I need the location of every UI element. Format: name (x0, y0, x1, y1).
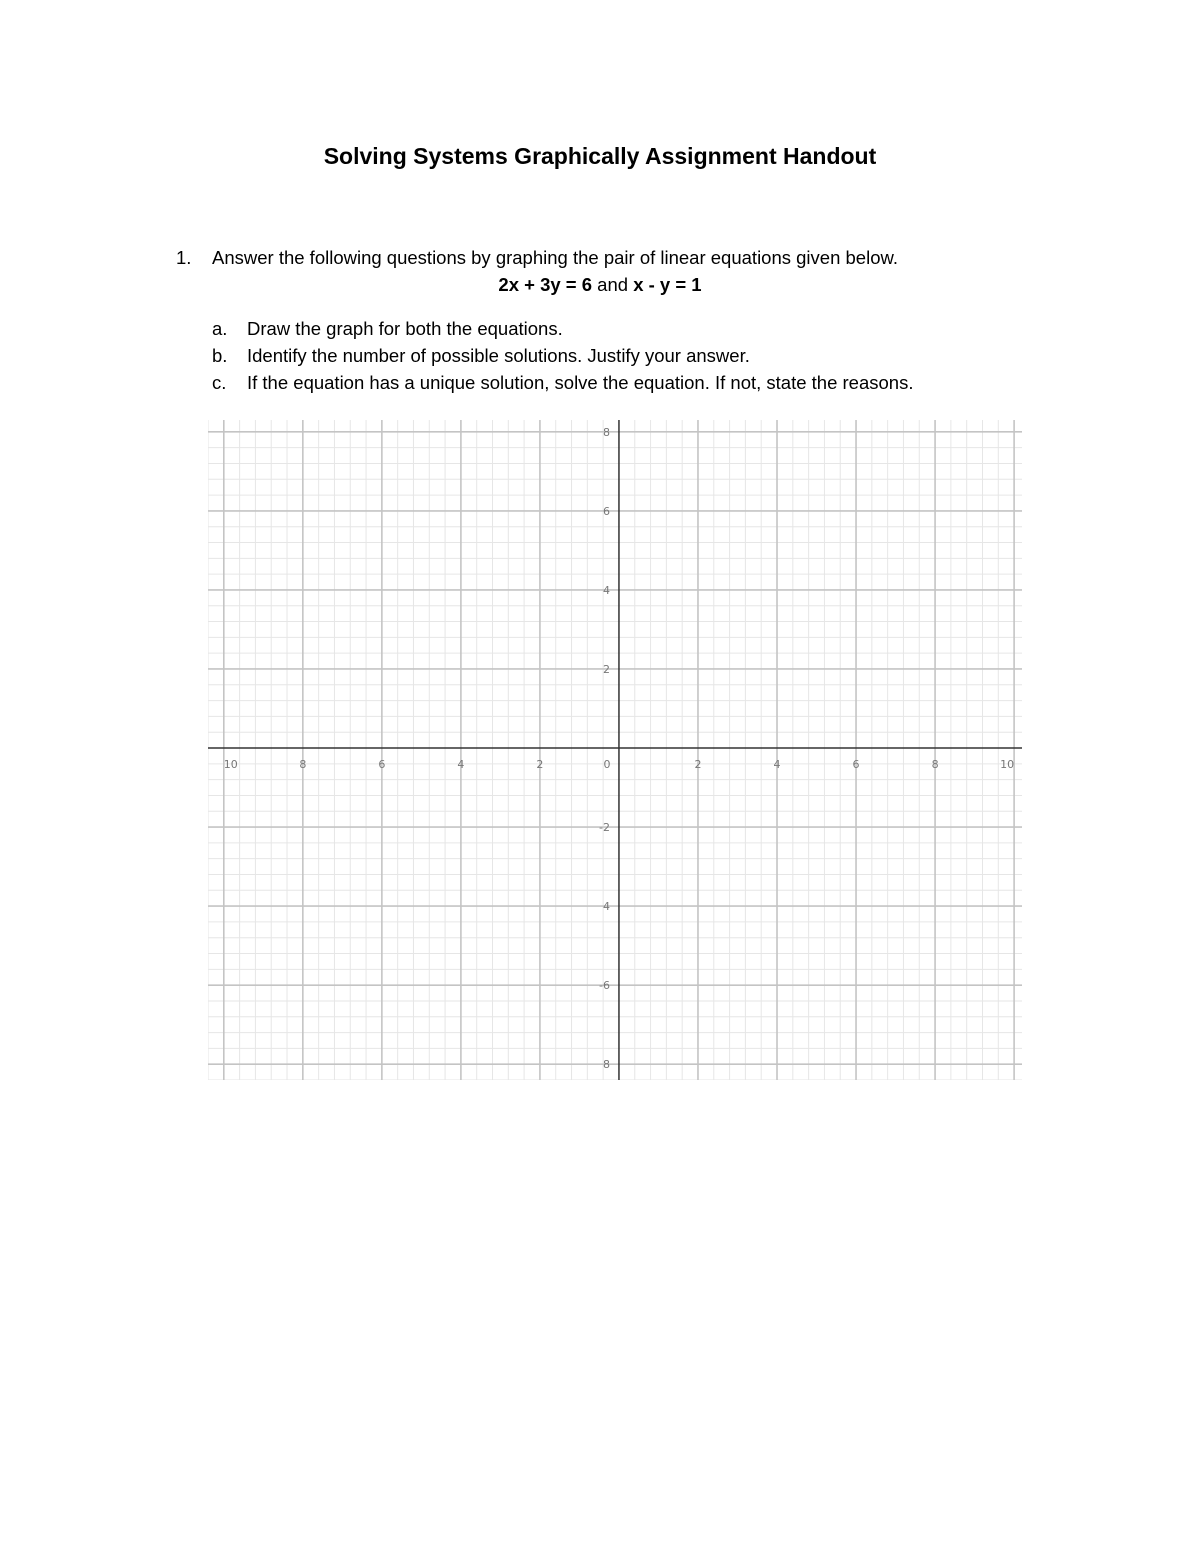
x-tick-label: 2 (536, 758, 544, 772)
question-number: 1. (176, 247, 192, 268)
y-tick-label: -6 (598, 979, 610, 993)
major-gridlines (208, 420, 1022, 1080)
sub-question-letter: a. (212, 318, 228, 339)
y-tick-label: 8 (602, 1058, 610, 1072)
question-prompt (176, 247, 898, 269)
x-tick-label: 4 (457, 758, 465, 772)
y-tick-label: 4 (602, 900, 610, 914)
equation-line (0, 274, 1200, 296)
sub-question-letter: c. (212, 372, 227, 393)
sub-question-letter: b. (212, 345, 228, 366)
x-tick-label: 8 (299, 758, 307, 772)
equation-2: x - y = 1 (633, 274, 702, 295)
y-tick-label: 8 (602, 425, 610, 439)
coordinate-grid (208, 420, 1022, 1080)
x-tick-label: 0 (603, 758, 611, 772)
y-tick-label: 4 (602, 583, 610, 597)
y-tick-label: 2 (602, 662, 610, 676)
equation-1: 2x + 3y = 6 (498, 274, 593, 295)
x-tick-label: 4 (773, 758, 781, 772)
sub-question-b (212, 344, 913, 371)
sub-question-text: Identify the number of possible solutions. Justify your answer. (247, 345, 750, 366)
x-tick-label: 10 (223, 758, 238, 772)
sub-question-c (212, 371, 913, 398)
axes (208, 420, 1022, 1080)
x-tick-label: 6 (378, 758, 386, 772)
page-title: Solving Systems Graphically Assignment Handout (323, 143, 877, 169)
sub-question-text: If the equation has a unique solution, solve the equation. If not, state the reasons. (247, 372, 914, 393)
sub-question-a (212, 317, 913, 344)
sub-question-list (212, 317, 913, 398)
x-tick-label: 6 (852, 758, 860, 772)
equation-joiner: and (597, 274, 629, 295)
y-tick-label: -2 (598, 821, 610, 835)
question-text: Answer the following questions by graphing the pair of linear equations given below. (212, 247, 898, 268)
x-tick-label: 10 (1000, 758, 1015, 772)
sub-question-text: Draw the graph for both the equations. (247, 318, 563, 339)
x-tick-label: 8 (931, 758, 939, 772)
x-tick-label: 2 (694, 758, 702, 772)
minor-gridlines (208, 420, 1022, 1080)
y-tick-label: 6 (602, 504, 610, 518)
